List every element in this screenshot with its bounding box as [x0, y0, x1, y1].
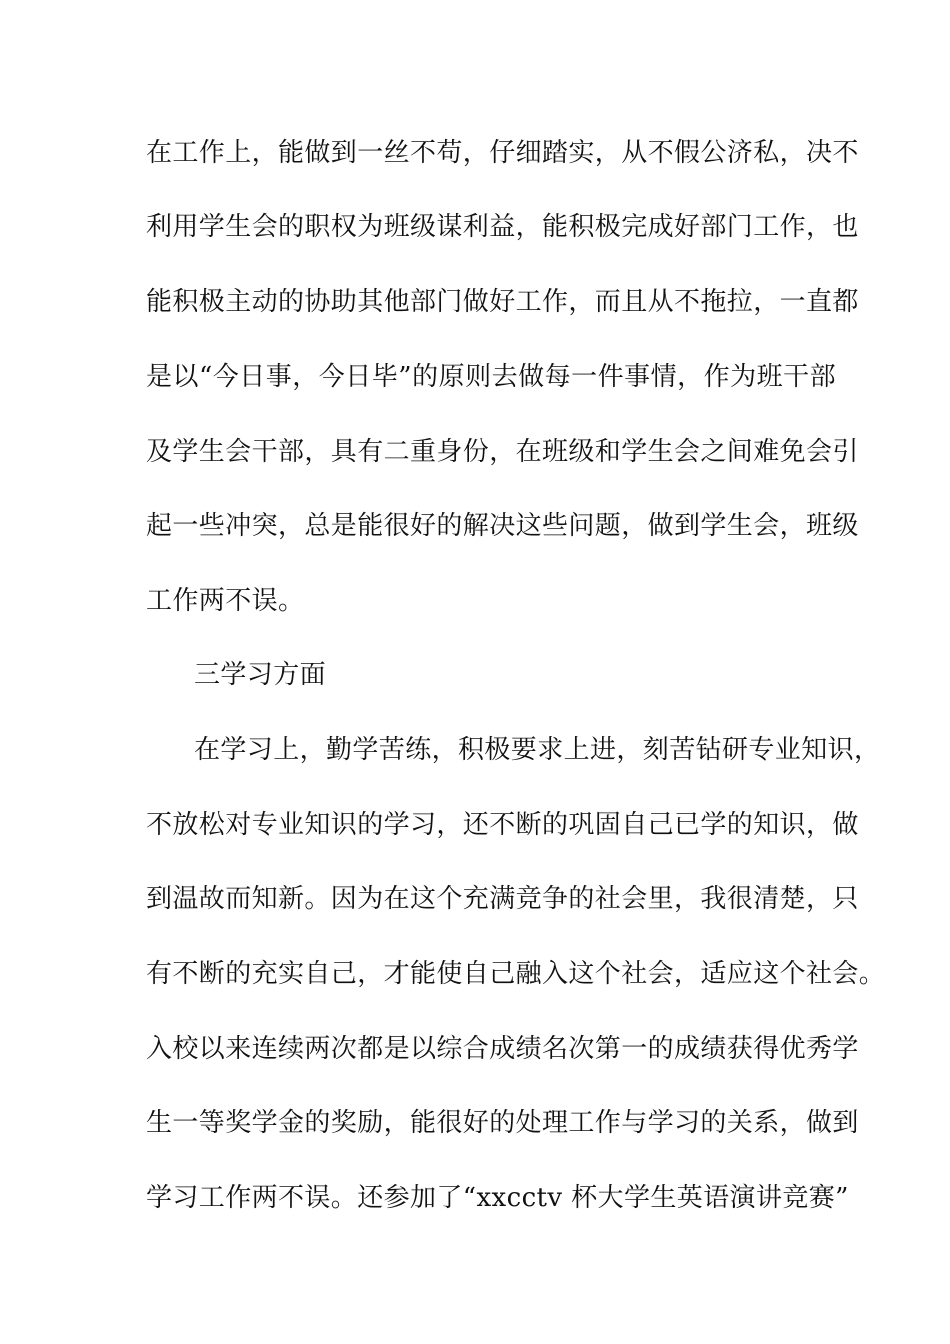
paragraph-last-line: 工作两不误。 [146, 586, 305, 616]
text-line: 及学生会干部，具有二重身份，在班级和学生会之间难免会引 [146, 437, 859, 467]
text-line: 有不断的充实自己，才能使自己融入这个社会，适应这个社会。 [146, 959, 886, 989]
text-line: 起一些冲突，总是能很好的解决这些问题，做到学生会，班级 [146, 511, 859, 541]
text-line: 学习工作两不误。还参加了“xxcctv 杯大学生英语演讲竞赛” [146, 1183, 849, 1213]
text-line: 不放松对专业知识的学习，还不断的巩固自己已学的知识，做 [146, 810, 859, 840]
text-line: 能积极主动的协助其他部门做好工作，而且从不拖拉，一直都 [146, 287, 859, 317]
text-line: 在工作上，能做到一丝不苟，仔细踏实，从不假公济私，决不 [146, 138, 859, 168]
paragraph-first-line: 在学习上，勤学苦练，积极要求上进，刻苦钻研专业知识， [194, 735, 881, 765]
section-heading: 三学习方面 [194, 660, 327, 690]
text-line: 到温故而知新。因为在这个充满竞争的社会里，我很清楚，只 [146, 884, 859, 914]
text-line: 是以“今日事，今日毕”的原则去做每一件事情，作为班干部 [146, 362, 836, 392]
text-line: 利用学生会的职权为班级谋利益，能积极完成好部门工作，也 [146, 212, 859, 242]
text-line: 入校以来连续两次都是以综合成绩名次第一的成绩获得优秀学 [146, 1034, 859, 1064]
text-line: 生一等奖学金的奖励，能很好的处理工作与学习的关系，做到 [146, 1108, 859, 1138]
